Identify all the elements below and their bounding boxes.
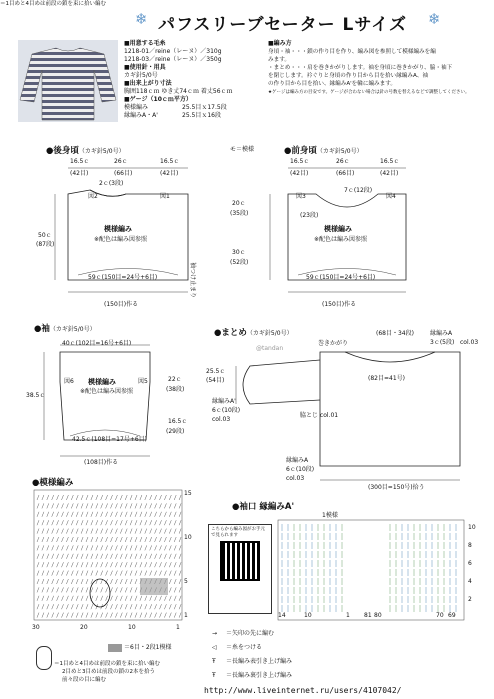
assembly-sleeve-edge: 縁編みA' [212, 398, 236, 405]
footer-url[interactable]: http://www.liveinternet.ru/users/4107042/ [204, 686, 402, 695]
cuff-heading: ●袖口 縁編みA' [232, 502, 295, 512]
method-line-1: 身頃・袖・・・鎖の作り目を作り、編み図を参照して模様編みを編 [268, 49, 436, 55]
cuff-row-10: 10 [468, 524, 476, 531]
assembly-closing: 脇とじ col.01 [300, 412, 339, 419]
assembly-watermark: @tandan [256, 345, 284, 352]
method-line-5: の作り目から目を拾い、縁編みA'を輪に編みます。 [268, 81, 396, 87]
front-stitch-left: (42目) [290, 170, 309, 177]
assembly-sleeve-edge-size: 6ｃ(10段) [212, 407, 241, 414]
assembly-hem-col: col.03 [286, 475, 305, 482]
back-stitch-right: (42目) [160, 170, 179, 177]
yarn-line-1: 1218-01／reine（レーヌ）／310g [124, 48, 222, 55]
cuff-row-6: 6 [468, 560, 472, 567]
back-stitch-left: (42目) [70, 170, 89, 177]
front-side-bottom: 30ｃ [232, 249, 246, 256]
cuff-legend-2: ＝糸をつける [226, 644, 263, 651]
back-width-right: 16.5ｃ [160, 158, 180, 165]
method-heading: ■編み方 [268, 40, 292, 47]
cuff-col-1: 1 [346, 612, 350, 619]
front-side-bottom-rows: (52段) [230, 259, 249, 266]
method-line-4: を閉じします。衿ぐりと身頃の作り目から目を拾い縁編みA、袖 [268, 73, 429, 79]
chart-row-1: 1 [184, 612, 188, 619]
cuff-col-80: 80 [374, 612, 382, 619]
sleeve-top: 40ｃ(102目=16号+6目) [62, 340, 132, 347]
sleeve-height: 38.5ｃ [26, 392, 46, 399]
chart-col-20: 20 [80, 624, 88, 631]
assembly-whip: 巻きかがり [318, 340, 349, 347]
tools-heading: ■使用針・用具 [124, 64, 166, 71]
page-title: パフスリーブセーター Lサイズ [158, 15, 408, 35]
snowflake-icon: ❄ [135, 10, 148, 28]
chart-legend-1b: ＝1目めと4目めは前段の鎖を束に拾い編む [54, 661, 160, 667]
materials-heading: ■用意する毛糸 [124, 40, 166, 47]
method-line-2: みます。 [268, 57, 290, 63]
front-pattern-label: 模様編み [324, 225, 352, 233]
front-post-icon: Ŧ [212, 658, 216, 665]
cuff-row-8: 8 [468, 542, 472, 549]
front-pattern-note: ※配色は編み図参照 [314, 236, 368, 243]
chart-legend-2: 2目めと3目めは前段の鎖の2本を拾う [62, 669, 155, 675]
chart-col-30: 30 [32, 624, 40, 631]
front-neck-depth: 7ｃ(12段) [344, 187, 373, 194]
sleeve-pattern-label: 模様編み [88, 378, 116, 386]
cuff-col-81: 81 [364, 612, 372, 619]
sleeve-stop-mark: 袖つけ止まり [189, 262, 196, 299]
cuff-row-2: 2 [468, 596, 472, 603]
cuff-row-4: 4 [468, 578, 472, 585]
sleeve-fig6: 図6 [64, 378, 74, 385]
chart-row-5: 5 [184, 578, 188, 585]
assembly-edge-a: 縁編みA [430, 330, 453, 337]
assembly-hem-edge: 縁編みA [286, 457, 309, 464]
gauge-heading: ■ゲージ（10ｃｍ平方） [124, 96, 192, 103]
assembly-hem-size: 6ｃ(10段) [286, 466, 315, 473]
gray-legend-text: ＝6目・2段1模様 [124, 644, 172, 651]
assembly-cuff: 25.5ｃ [206, 368, 226, 375]
sleeve-pattern-note: ※配色は編み図参照 [80, 388, 134, 395]
arrow-icon: → [212, 630, 218, 637]
front-neck-side: (23段) [300, 212, 319, 219]
front-stitch-center: (66目) [336, 170, 355, 177]
snowflake-icon: ❄ [428, 10, 441, 28]
front-side-top-rows: (35段) [230, 210, 249, 217]
sleeve-heading: ●袖（カギ針5/0号） [34, 324, 96, 334]
assembly-edge-a-size: 3ｃ(5段) [430, 339, 455, 346]
front-side-top: 20ｃ [232, 200, 246, 207]
front-fig4: 図4 [386, 193, 396, 200]
back-cast-on: (150目)作る [104, 301, 139, 308]
cuff-col-69: 69 [448, 612, 456, 619]
back-pattern-label: 模様編み [104, 225, 132, 233]
back-width-left: 16.5ｃ [70, 158, 90, 165]
sleeve-right-top: 22ｃ [168, 376, 182, 383]
assembly-hem-pick: (300目=150号)拾う [368, 484, 425, 491]
sleeve-right-top-rows: (38段) [166, 386, 185, 393]
assembly-top-stitch: (68目・34段) [376, 330, 414, 337]
front-cast-on: (150目)作る [322, 301, 357, 308]
assembly-cuff-st: (54目) [206, 377, 225, 384]
assembly-heading: ●まとめ（カギ針5/0号） [214, 328, 293, 338]
legend-mo: モ＝模様 [230, 146, 255, 153]
chart-legend-3: 前々段の目に編む [62, 677, 107, 683]
back-post-icon: Ŧ [212, 672, 216, 679]
front-stitch-right: (42目) [380, 170, 399, 177]
cuff-legend-3: ＝長編み表引き上げ編み [226, 658, 293, 665]
back-heading: ●後身頃（カギ針5/0号） [46, 146, 125, 156]
qr-note: こちらから編み図がお手元で見られます [211, 527, 265, 538]
chart-col-10: 10 [128, 624, 136, 631]
gauge-note: ★ゲージは編み方の目安です。ゲージが合わない場合は針の号数を替えるなどで調整してください。 [268, 90, 470, 95]
front-width-right: 16.5ｃ [380, 158, 400, 165]
size-value: 胸囲118ｃｍ ゆき丈74ｃｍ 着丈56ｃｍ [124, 88, 233, 95]
cuff-pattern-mark: 1模様 [322, 512, 338, 519]
cuff-col-14: 14 [278, 612, 286, 619]
sleeve-right-bottom-rows: (29段) [166, 428, 185, 435]
front-fig3: 図3 [296, 193, 306, 200]
assembly-neck: (82目=41号) [368, 375, 405, 382]
yarn-attach-icon: ◁ [212, 644, 217, 651]
cuff-legend-1: ＝矢印の先に編む [226, 630, 275, 637]
size-heading: ■出来上がり寸法 [124, 80, 172, 87]
back-height: 50ｃ [38, 232, 52, 239]
chart-row-10: 10 [184, 534, 192, 541]
back-bottom: 59ｃ(150目=24号+6目) [88, 274, 158, 281]
cuff-legend-4: ＝長編み裏引き上げ編み [226, 672, 293, 679]
yarn-line-2: 1218-03／reine（レーヌ）／350g [124, 56, 222, 63]
back-height-rows: (87段) [36, 241, 55, 248]
chart-row-15: 15 [184, 490, 192, 497]
back-fig2: 図2 [88, 193, 98, 200]
cuff-col-10: 10 [304, 612, 312, 619]
gauge-row-1: 模様編み 25.5目ｘ17.5段 [124, 104, 227, 111]
front-width-center: 26ｃ [336, 158, 350, 165]
front-bottom: 59ｃ(150目=24号+6目) [306, 274, 376, 281]
cuff-col-70: 70 [436, 612, 444, 619]
front-heading: ●前身頃（カギ針5/0号） [284, 146, 363, 156]
assembly-col: col.03 [460, 339, 479, 346]
stitch-chart-heading: ●模様編み [32, 478, 74, 488]
front-width-left: 16.5ｃ [290, 158, 310, 165]
sleeve-bottom: 42.5ｃ(108目=17号+6目) [72, 436, 148, 443]
sleeve-right-bottom: 16.5ｃ [168, 418, 188, 425]
sleeve-fig5: 図5 [138, 378, 148, 385]
back-fig1: 図1 [160, 193, 170, 200]
chart-col-1: 1 [176, 624, 180, 631]
back-stitch-center: (66目) [114, 170, 133, 177]
back-neck-depth: 2ｃ(3段) [99, 180, 124, 187]
back-width-center: 26ｃ [114, 158, 128, 165]
chart-legend-1: ＝1目めと4目めは前段の鎖を束に拾い編む [0, 1, 106, 7]
method-line-3: ・まとめ・・・肩を巻きかがりします。袖を身頃に巻きかがり、脇・袖下 [268, 65, 453, 71]
sleeve-cast-on: (108目)作る [84, 459, 119, 466]
assembly-sleeve-col: col.03 [212, 416, 231, 423]
back-pattern-note: ※配色は編み図参照 [94, 236, 148, 243]
tools-value: カギ針5/0号 [124, 72, 158, 79]
gauge-row-2: 縁編みA・A' 25.5目ｘ16段 [124, 112, 221, 119]
